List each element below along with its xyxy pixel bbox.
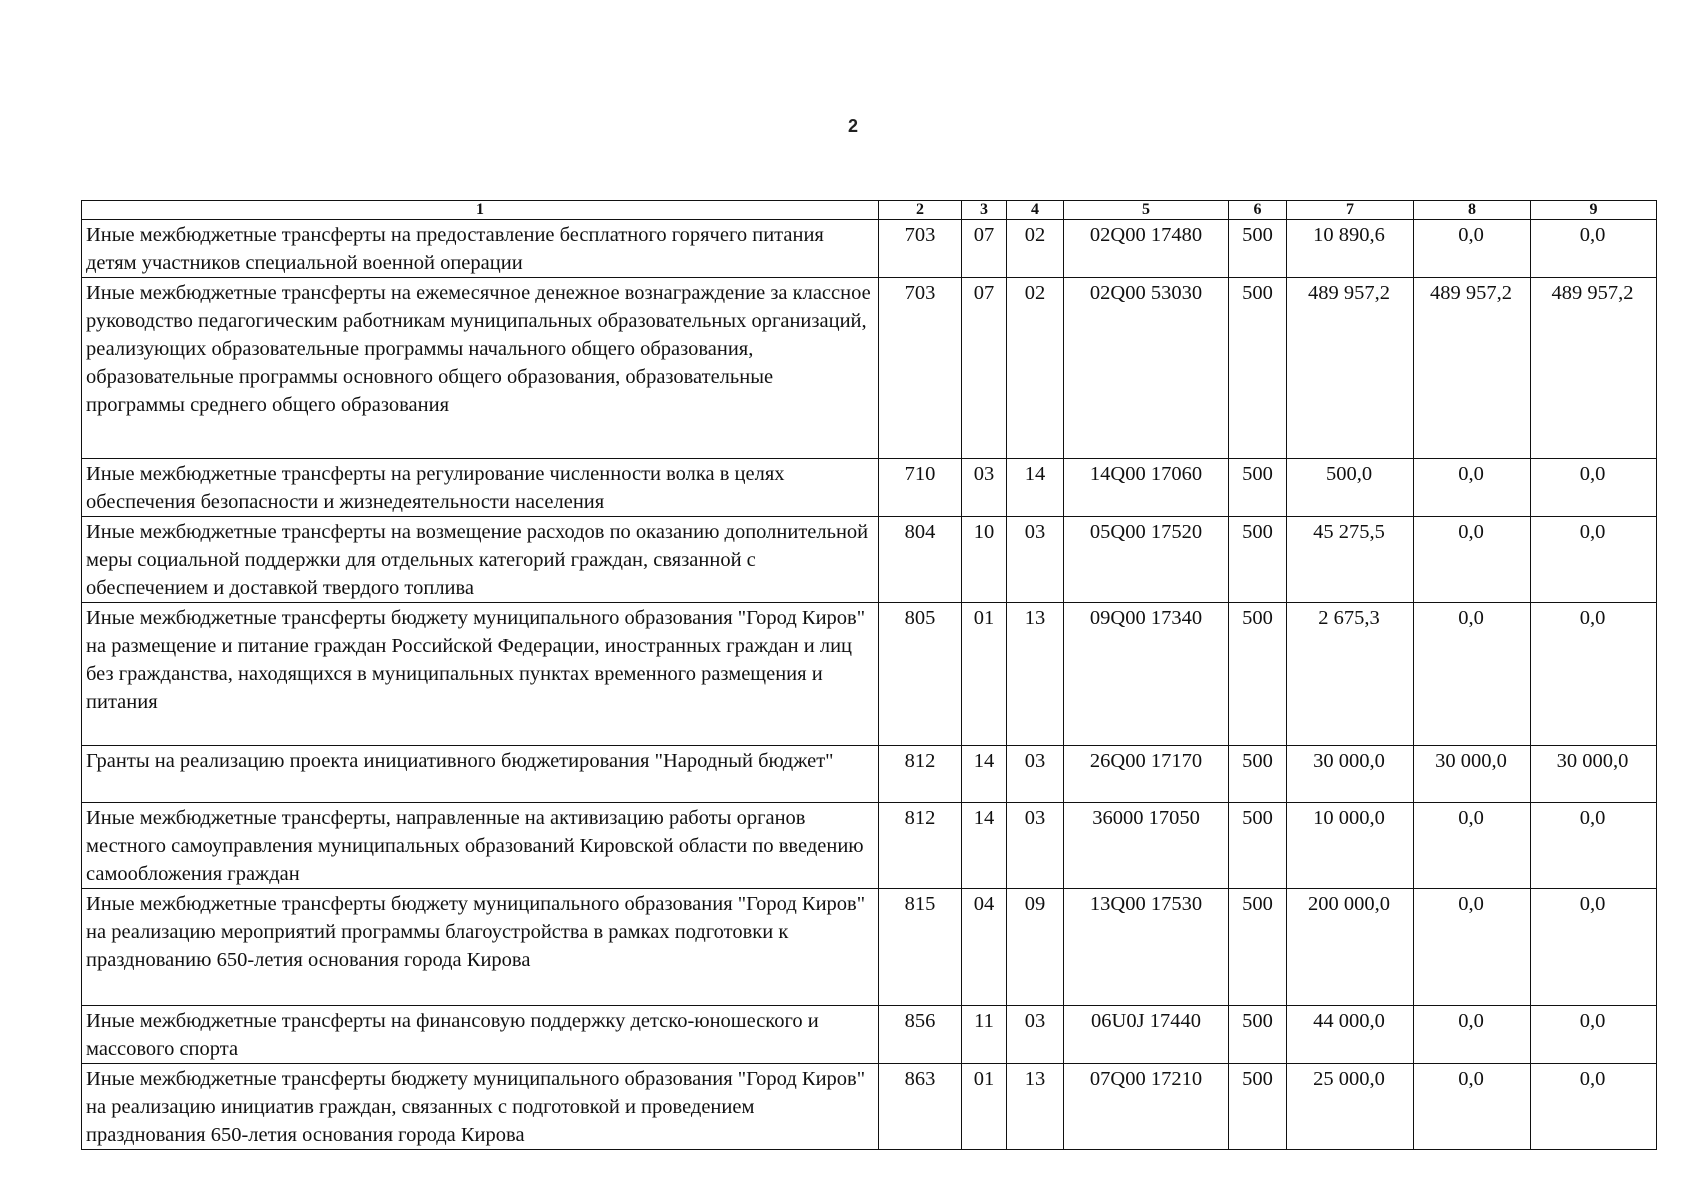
- table-row: [82, 889, 1657, 1006]
- cell-col-3: 14: [962, 803, 1007, 889]
- cell-col-2: 710: [879, 459, 962, 517]
- cell-col-3: 01: [962, 1064, 1007, 1150]
- cell-col-6: 500: [1229, 517, 1287, 603]
- cell-col-6: 500: [1229, 889, 1287, 1006]
- cell-col-6: 500: [1229, 1064, 1287, 1150]
- row-description: Иные межбюджетные трансферты на ежемесячное денежное вознаграждение за классное руководство педагогическим работникам муниципальных образовательных организаций, реализующих образовательные программы начального общего образования, образовательные программы основного общего образования, образовательные программы среднего общего образования: [82, 278, 879, 459]
- column-header-3: 3: [962, 201, 1007, 220]
- cell-col-2: 812: [879, 746, 962, 803]
- cell-col-6: 500: [1229, 278, 1287, 459]
- cell-col-8: 30 000,0: [1414, 746, 1531, 803]
- cell-col-3: 01: [962, 603, 1007, 746]
- cell-col-2: 703: [879, 220, 962, 278]
- cell-col-5: 14Q00 17060: [1064, 459, 1229, 517]
- cell-col-2: 856: [879, 1006, 962, 1064]
- cell-col-9: 0,0: [1531, 1006, 1657, 1064]
- cell-col-3: 04: [962, 889, 1007, 1006]
- table-row: [82, 803, 1657, 889]
- cell-col-9: 0,0: [1531, 459, 1657, 517]
- row-description: Иные межбюджетные трансферты на регулирование численности волка в целях обеспечения безопасности и жизнедеятельности населения: [82, 459, 879, 517]
- cell-col-5: 26Q00 17170: [1064, 746, 1229, 803]
- table-row: [82, 746, 1657, 803]
- cell-col-6: 500: [1229, 746, 1287, 803]
- cell-col-8: 0,0: [1414, 517, 1531, 603]
- cell-col-7: 44 000,0: [1287, 1006, 1414, 1064]
- cell-col-7: 25 000,0: [1287, 1064, 1414, 1150]
- row-description: Иные межбюджетные трансферты бюджету муниципального образования "Город Киров" на размещение и питание граждан Российской Федерации, иностранных граждан и лиц без гражданства, находящихся в муниципальных пунктах временного размещения и питания: [82, 603, 879, 746]
- row-description: Иные межбюджетные трансферты, направленные на активизацию работы органов местного самоуправления муниципальных образований Кировской области по введению самообложения граждан: [82, 803, 879, 889]
- row-description: Иные межбюджетные трансферты бюджету муниципального образования "Город Киров" на реализацию мероприятий программы благоустройства в рамках подготовки к празднованию 650-летия основания города Кирова: [82, 889, 879, 1006]
- column-header-8: 8: [1414, 201, 1531, 220]
- cell-col-4: 09: [1007, 889, 1064, 1006]
- cell-col-7: 10 890,6: [1287, 220, 1414, 278]
- cell-col-8: 0,0: [1414, 803, 1531, 889]
- cell-col-8: 0,0: [1414, 603, 1531, 746]
- cell-col-6: 500: [1229, 220, 1287, 278]
- cell-col-3: 11: [962, 1006, 1007, 1064]
- cell-col-9: 0,0: [1531, 1064, 1657, 1150]
- cell-col-8: 0,0: [1414, 1006, 1531, 1064]
- cell-col-9: 0,0: [1531, 803, 1657, 889]
- row-description: Иные межбюджетные трансферты бюджету муниципального образования "Город Киров" на реализацию инициатив граждан, связанных с подготовкой и проведением празднования 650-летия основания города Кирова: [82, 1064, 879, 1150]
- cell-col-7: 2 675,3: [1287, 603, 1414, 746]
- cell-col-4: 03: [1007, 746, 1064, 803]
- cell-col-2: 815: [879, 889, 962, 1006]
- cell-col-3: 10: [962, 517, 1007, 603]
- cell-col-5: 02Q00 17480: [1064, 220, 1229, 278]
- table-row: [82, 220, 1657, 278]
- page-number: 2: [848, 116, 859, 136]
- cell-col-4: 02: [1007, 220, 1064, 278]
- cell-col-6: 500: [1229, 1006, 1287, 1064]
- cell-col-7: 200 000,0: [1287, 889, 1414, 1006]
- cell-col-5: 02Q00 53030: [1064, 278, 1229, 459]
- cell-col-6: 500: [1229, 459, 1287, 517]
- cell-col-2: 805: [879, 603, 962, 746]
- column-header-4: 4: [1007, 201, 1064, 220]
- row-description: Иные межбюджетные трансферты на возмещение расходов по оказанию дополнительной меры социальной поддержки для отдельных категорий граждан, связанной с обеспечением и доставкой твердого топлива: [82, 517, 879, 603]
- cell-col-8: 0,0: [1414, 889, 1531, 1006]
- cell-col-5: 36000 17050: [1064, 803, 1229, 889]
- cell-col-7: 500,0: [1287, 459, 1414, 517]
- row-description: Гранты на реализацию проекта инициативного бюджетирования "Народный бюджет": [82, 746, 879, 803]
- cell-col-4: 03: [1007, 803, 1064, 889]
- cell-col-6: 500: [1229, 603, 1287, 746]
- cell-col-2: 703: [879, 278, 962, 459]
- cell-col-8: 489 957,2: [1414, 278, 1531, 459]
- table-row: [82, 459, 1657, 517]
- cell-col-4: 14: [1007, 459, 1064, 517]
- column-header-2: 2: [879, 201, 962, 220]
- cell-col-9: 0,0: [1531, 889, 1657, 1006]
- cell-col-7: 45 275,5: [1287, 517, 1414, 603]
- cell-col-5: 06U0J 17440: [1064, 1006, 1229, 1064]
- cell-col-3: 14: [962, 746, 1007, 803]
- table-row: [82, 603, 1657, 746]
- cell-col-2: 863: [879, 1064, 962, 1150]
- budget-table: [81, 200, 1657, 1150]
- cell-col-7: 10 000,0: [1287, 803, 1414, 889]
- row-description: Иные межбюджетные трансферты на финансовую поддержку детско-юношеского и массового спорта: [82, 1006, 879, 1064]
- cell-col-4: 03: [1007, 517, 1064, 603]
- cell-col-8: 0,0: [1414, 220, 1531, 278]
- column-header-5: 5: [1064, 201, 1229, 220]
- cell-col-3: 03: [962, 459, 1007, 517]
- table-row: [82, 1006, 1657, 1064]
- table-row: [82, 517, 1657, 603]
- cell-col-7: 489 957,2: [1287, 278, 1414, 459]
- cell-col-3: 07: [962, 278, 1007, 459]
- cell-col-6: 500: [1229, 803, 1287, 889]
- cell-col-5: 13Q00 17530: [1064, 889, 1229, 1006]
- cell-col-9: 489 957,2: [1531, 278, 1657, 459]
- cell-col-2: 804: [879, 517, 962, 603]
- cell-col-9: 0,0: [1531, 603, 1657, 746]
- column-header-6: 6: [1229, 201, 1287, 220]
- cell-col-7: 30 000,0: [1287, 746, 1414, 803]
- cell-col-2: 812: [879, 803, 962, 889]
- header-row: [82, 201, 1657, 220]
- cell-col-8: 0,0: [1414, 1064, 1531, 1150]
- cell-col-5: 07Q00 17210: [1064, 1064, 1229, 1150]
- cell-col-5: 05Q00 17520: [1064, 517, 1229, 603]
- cell-col-9: 30 000,0: [1531, 746, 1657, 803]
- column-header-9: 9: [1531, 201, 1657, 220]
- cell-col-4: 13: [1007, 603, 1064, 746]
- table-row: [82, 1064, 1657, 1150]
- cell-col-5: 09Q00 17340: [1064, 603, 1229, 746]
- table-row: [82, 278, 1657, 459]
- cell-col-4: 02: [1007, 278, 1064, 459]
- row-description: Иные межбюджетные трансферты на предоставление бесплатного горячего питания детям участников специальной военной операции: [82, 220, 879, 278]
- cell-col-4: 13: [1007, 1064, 1064, 1150]
- cell-col-9: 0,0: [1531, 220, 1657, 278]
- cell-col-9: 0,0: [1531, 517, 1657, 603]
- cell-col-8: 0,0: [1414, 459, 1531, 517]
- cell-col-3: 07: [962, 220, 1007, 278]
- cell-col-4: 03: [1007, 1006, 1064, 1064]
- column-header-7: 7: [1287, 201, 1414, 220]
- column-header-1: 1: [82, 201, 879, 220]
